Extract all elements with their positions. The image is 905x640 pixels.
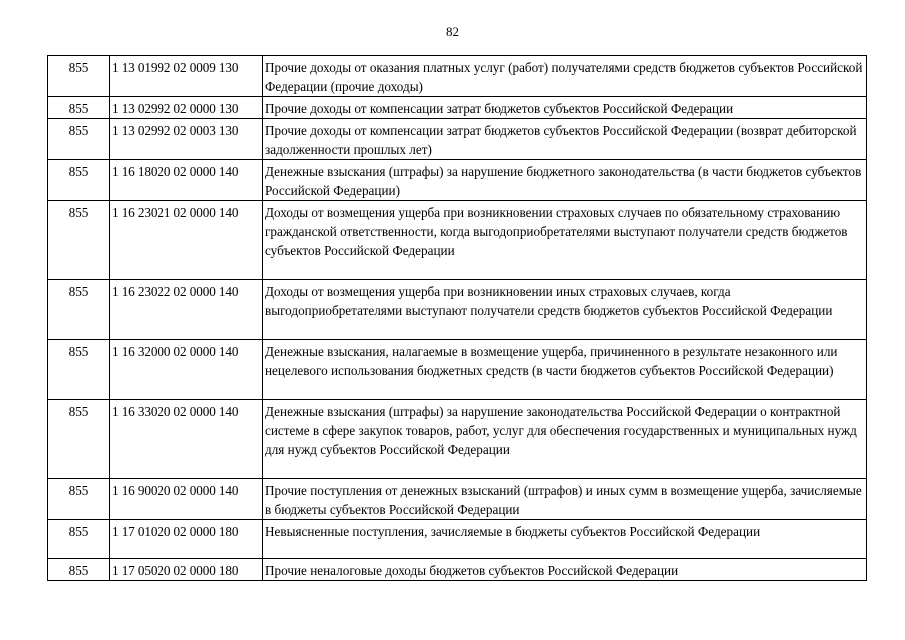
admin-code-cell: 855: [48, 340, 110, 400]
budget-code-cell: 1 16 90020 02 0000 140: [110, 479, 263, 520]
admin-code-cell: 855: [48, 280, 110, 340]
revenue-name-cell: Прочие поступления от денежных взысканий (штрафов) и иных сумм в возмещение ущерба, зачисляемые в бюджеты субъектов Российской Федерации: [263, 479, 867, 520]
page-number: 82: [446, 24, 459, 39]
admin-code-cell: 855: [48, 559, 110, 581]
budget-code-cell: 1 16 33020 02 0000 140: [110, 400, 263, 479]
revenue-name-cell: Прочие доходы от компенсации затрат бюджетов субъектов Российской Федерации (возврат дебиторской задолженности прошлых лет): [263, 119, 867, 160]
revenue-name-cell: Прочие доходы от компенсации затрат бюджетов субъектов Российской Федерации: [263, 97, 867, 119]
budget-code-cell: 1 13 02992 02 0003 130: [110, 119, 263, 160]
budget-code-cell: 1 16 23021 02 0000 140: [110, 201, 263, 280]
revenue-name-cell: Доходы от возмещения ущерба при возникновении иных страховых случаев, когда выгодоприобретателями выступают получатели средств бюджетов субъектов Российской Федерации: [263, 280, 867, 340]
table-row: [48, 520, 867, 559]
admin-code-cell: 855: [48, 201, 110, 280]
budget-code-cell: 1 16 32000 02 0000 140: [110, 340, 263, 400]
table-row: [48, 400, 867, 479]
budget-code-cell: 1 17 01020 02 0000 180: [110, 520, 263, 559]
table-row: [48, 160, 867, 201]
table-row: [48, 340, 867, 400]
table-row: [48, 56, 867, 97]
revenue-name-cell: Денежные взыскания (штрафы) за нарушение законодательства Российской Федерации о контрактной системе в сфере закупок товаров, работ, услуг для обеспечения государственных и муниципальных нужд для нужд субъектов Российской Федерации: [263, 400, 867, 479]
budget-code-cell: 1 13 02992 02 0000 130: [110, 97, 263, 119]
admin-code-cell: 855: [48, 56, 110, 97]
revenue-name-cell: Невыясненные поступления, зачисляемые в бюджеты субъектов Российской Федерации: [263, 520, 867, 559]
table-row: [48, 280, 867, 340]
revenue-name-cell: Денежные взыскания, налагаемые в возмещение ущерба, причиненного в результате незаконного или нецелевого использования бюджетных средств (в части бюджетов субъектов Российской Федерации): [263, 340, 867, 400]
admin-code-cell: 855: [48, 520, 110, 559]
revenue-name-cell: Прочие неналоговые доходы бюджетов субъектов Российской Федерации: [263, 559, 867, 581]
revenue-name-cell: Денежные взыскания (штрафы) за нарушение бюджетного законодательства (в части бюджетов субъектов Российской Федерации): [263, 160, 867, 201]
admin-code-cell: 855: [48, 400, 110, 479]
admin-code-cell: 855: [48, 97, 110, 119]
revenue-name-cell: Прочие доходы от оказания платных услуг (работ) получателями средств бюджетов субъектов Российской Федерации (прочие доходы): [263, 56, 867, 97]
budget-code-cell: 1 16 23022 02 0000 140: [110, 280, 263, 340]
table-row: [48, 119, 867, 160]
table-row: [48, 559, 867, 581]
admin-code-cell: 855: [48, 160, 110, 201]
admin-code-cell: 855: [48, 479, 110, 520]
budget-code-cell: 1 16 18020 02 0000 140: [110, 160, 263, 201]
budget-revenue-table: [47, 55, 867, 581]
budget-code-cell: 1 13 01992 02 0009 130: [110, 56, 263, 97]
table-row: [48, 479, 867, 520]
admin-code-cell: 855: [48, 119, 110, 160]
table-row: [48, 201, 867, 280]
budget-code-cell: 1 17 05020 02 0000 180: [110, 559, 263, 581]
revenue-name-cell: Доходы от возмещения ущерба при возникновении страховых случаев по обязательному страхованию гражданской ответственности, когда выгодоприобретателями выступают получатели средств бюджетов субъектов Российской Федерации: [263, 201, 867, 280]
table-row: [48, 97, 867, 119]
